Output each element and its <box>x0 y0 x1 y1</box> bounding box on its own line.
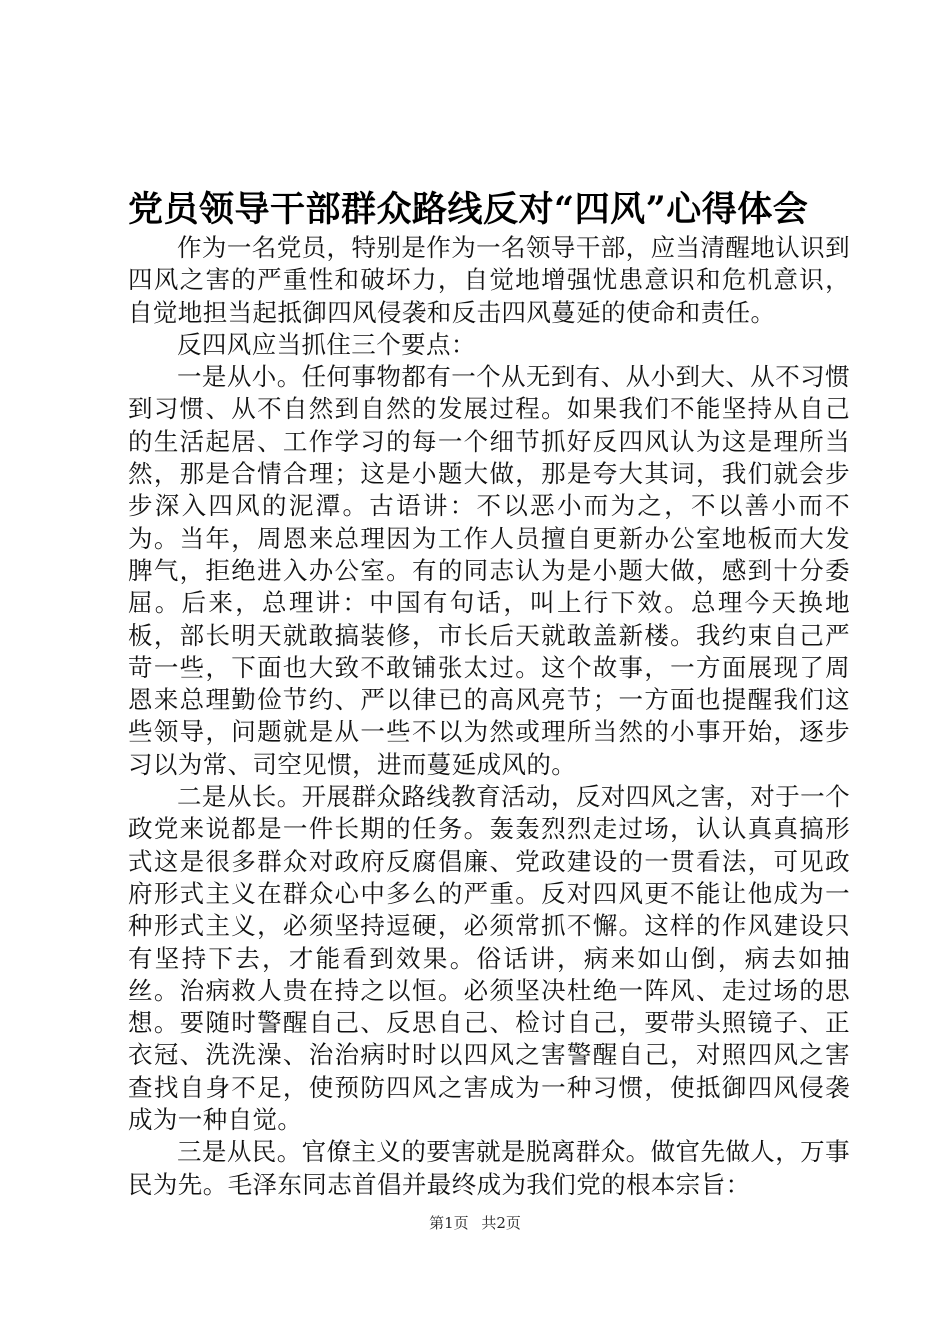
page-number: 第1页 <box>429 1214 469 1232</box>
paragraph-point-three: 三是从民。官僚主义的要害就是脱离群众。做官先做人，万事民为先。毛泽东同志首倡并最终成为我们党的根本宗旨： <box>128 1137 850 1199</box>
document-body <box>128 232 850 1201</box>
page-total: 共2页 <box>481 1214 521 1232</box>
paragraph-point-two: 二是从长。开展群众路线教育活动，反对四风之害，对于一个政党来说都是一件长期的任务。轰轰烈烈走过场，认认真真搞形式这是很多群众对政府反腐倡廉、党政建设的一贯看法，可见政府形式主义在群众心中多么的严重。反对四风更不能让他成为一种形式主义，必须坚持逗硬，必须常抓不懈。这样的作风建设只有坚持下去，才能看到效果。俗话讲，病来如山倒，病去如抽丝。治病救人贵在持之以恒。必须坚决杜绝一阵风、走过场的思想。要随时警醒自己、反思自己、检讨自己，要带头照镜子、正衣冠、洗洗澡、治治病时时以四风之害警醒自己，对照四风之害查找自身不足，使预防四风之害成为一种习惯，使抵御四风侵袭成为一种自觉。 <box>128 782 850 1135</box>
paragraph-intro: 作为一名党员，特别是作为一名领导干部，应当清醒地认识到四风之害的严重性和破坏力，自觉地增强忧患意识和危机意识，自觉地担当起抵御四风侵袭和反击四风蔓延的使命和责任。 <box>128 233 850 327</box>
page-footer <box>0 1213 950 1233</box>
paragraph-key-points: 反四风应当抓住三个要点： <box>177 329 476 359</box>
document-title: 党员领导干部群众路线反对“四风”心得体会 <box>128 189 809 230</box>
paragraph-point-one: 一是从小。任何事物都有一个从无到有、从小到大、从不习惯到习惯、从不自然到自然的发展过程。如果我们不能坚持从自己的生活起居、工作学习的每一个细节抓好反四风认为这是理所当然，那是合情合理；这是小题大做，那是夸大其词，我们就会步步深入四风的泥潭。古语讲：不以恶小而为之，不以善小而不为。当年，周恩来总理因为工作人员擅自更新办公室地板而大发脾气，拒绝进入办公室。有的同志认为是小题大做，感到十分委屈。后来，总理讲：中国有句话，叫上行下效。总理今天换地板，部长明天就敢搞装修，市长后天就敢盖新楼。我约束自己严苛一些，下面也大致不敢铺张太过。这个故事，一方面展现了周恩来总理勤俭节约、严以律已的高风亮节；一方面也提醒我们这些领导，问题就是从一些不以为然或理所当然的小事开始，逐步习以为常、司空见惯，进而蔓延成风的。 <box>128 362 850 779</box>
